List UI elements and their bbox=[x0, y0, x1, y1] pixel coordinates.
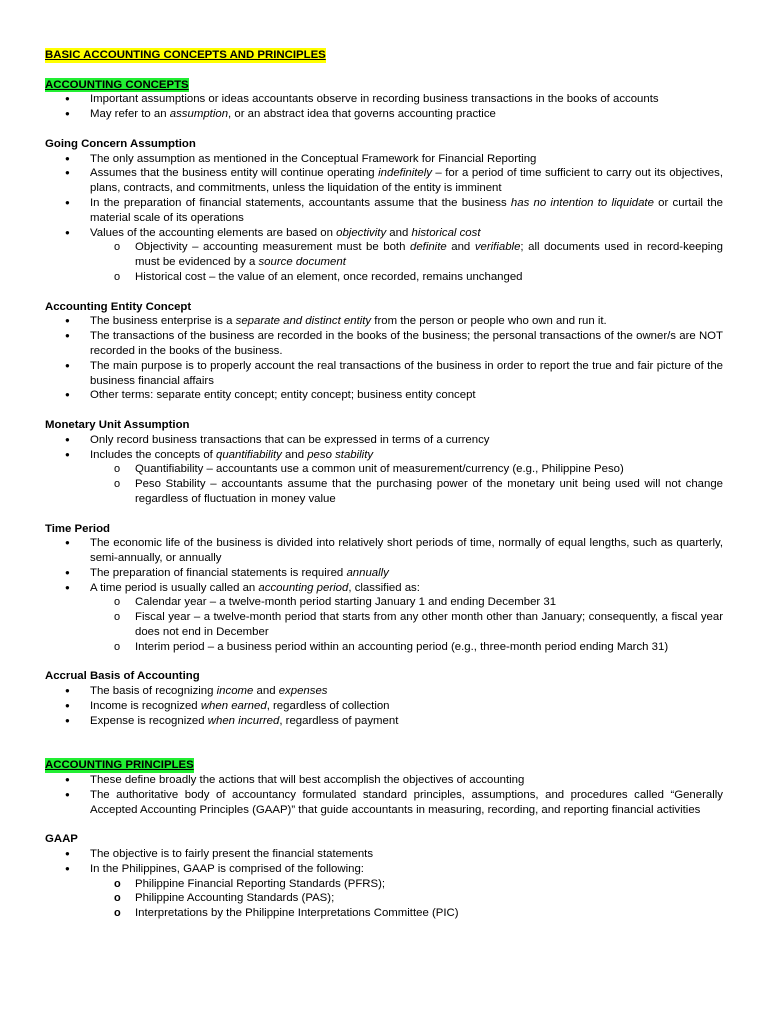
list-item: ● The transactions of the business are recorded in the books of the business; the personal transactions of the owner/s are NOT recorded in the books of the business. bbox=[45, 329, 723, 359]
list-item: ● These define broadly the actions that will best accomplish the objectives of accounting bbox=[45, 773, 723, 788]
list-item: ● In the preparation of financial statements, accountants assume that the business has no intention to liquidate or curtail the material scale of its operations bbox=[45, 196, 723, 226]
time-period-list bbox=[45, 536, 723, 595]
list-item: o Fiscal year – a twelve-month period that starts from any other month other than January; consequently, a fiscal year does not end in December bbox=[45, 610, 723, 640]
list-item: ● Includes the concepts of quantifiability and peso stability bbox=[45, 448, 723, 463]
list-item: ● The authoritative body of accountancy formulated standard principles, assumptions, and procedures called “Generally Accepted Accounting Principles (GAAP)” that guide accountants in measuring, recording, and reporting financial activities bbox=[45, 788, 723, 818]
list-item: ● The economic life of the business is divided into relatively short periods of time, normally of equal lengths, such as quarterly, semi-annually, or annually bbox=[45, 536, 723, 566]
gaap-sublist bbox=[45, 877, 723, 921]
going-concern-heading: Going Concern Assumption bbox=[45, 137, 196, 150]
list-item: o Objectivity – accounting measurement must be both definite and verifiable; all documents used in record-keeping must be evidenced by a source document bbox=[45, 240, 723, 270]
list-item: ● The basis of recognizing income and expenses bbox=[45, 684, 723, 699]
entity-concept-heading: Accounting Entity Concept bbox=[45, 300, 192, 313]
time-period-sublist bbox=[45, 595, 723, 654]
list-item: ● Expense is recognized when incurred, regardless of payment bbox=[45, 714, 723, 729]
list-item: o Interpretations by the Philippine Interpretations Committee (PIC) bbox=[45, 906, 723, 921]
monetary-unit-list bbox=[45, 433, 723, 463]
document-title: BASIC ACCOUNTING CONCEPTS AND PRINCIPLES bbox=[45, 49, 326, 61]
list-item: o Peso Stability – accountants assume that the purchasing power of the monetary unit being used will not change regardless of fluctuation in money value bbox=[45, 477, 723, 507]
entity-concept-list bbox=[45, 314, 723, 403]
list-item: ● A time period is usually called an accounting period, classified as: bbox=[45, 581, 723, 596]
list-item: ● Only record business transactions that can be expressed in terms of a currency bbox=[45, 433, 723, 448]
list-item: o Calendar year – a twelve-month period starting January 1 and ending December 31 bbox=[45, 595, 723, 610]
list-item: ● The preparation of financial statements is required annually bbox=[45, 566, 723, 581]
accounting-principles-heading: ACCOUNTING PRINCIPLES bbox=[45, 759, 194, 772]
list-item: ● Assumes that the business entity will continue operating indefinitely – for a period of time sufficient to carry out its objectives, plans, contracts, and commitments, unless the liquidation of the entity is imminent bbox=[45, 166, 723, 196]
list-item: o Historical cost – the value of an element, once recorded, remains unchanged bbox=[45, 270, 723, 285]
accrual-basis-list bbox=[45, 684, 723, 728]
list-item: ● Values of the accounting elements are based on objectivity and historical cost bbox=[45, 226, 723, 241]
list-item: o Interim period – a business period within an accounting period (e.g., three-month period ending March 31) bbox=[45, 640, 723, 655]
list-item: ● May refer to an assumption, or an abstract idea that governs accounting practice bbox=[45, 107, 723, 122]
accounting-principles-list bbox=[45, 773, 723, 817]
list-item: ● Important assumptions or ideas accountants observe in recording business transactions in the books of accounts bbox=[45, 92, 723, 107]
accrual-basis-heading: Accrual Basis of Accounting bbox=[45, 670, 200, 683]
list-item: ● The objective is to fairly present the financial statements bbox=[45, 847, 723, 862]
list-item: ● Other terms: separate entity concept; entity concept; business entity concept bbox=[45, 388, 723, 403]
monetary-unit-heading: Monetary Unit Assumption bbox=[45, 418, 190, 431]
accounting-concepts-list bbox=[45, 92, 723, 122]
list-item: o Philippine Financial Reporting Standards (PFRS); bbox=[45, 877, 723, 892]
list-item: ● The only assumption as mentioned in the Conceptual Framework for Financial Reporting bbox=[45, 152, 723, 167]
document-page bbox=[45, 48, 723, 921]
gaap-list bbox=[45, 847, 723, 877]
gaap-heading: GAAP bbox=[45, 833, 78, 846]
going-concern-list bbox=[45, 152, 723, 241]
going-concern-sublist bbox=[45, 240, 723, 284]
list-item: ● In the Philippines, GAAP is comprised of the following: bbox=[45, 862, 723, 877]
list-item: o Philippine Accounting Standards (PAS); bbox=[45, 891, 723, 906]
time-period-heading: Time Period bbox=[45, 522, 110, 535]
accounting-concepts-heading: ACCOUNTING CONCEPTS bbox=[45, 78, 189, 91]
list-item: ● The main purpose is to properly account the real transactions of the business in order to report the true and fair picture of the business financial affairs bbox=[45, 359, 723, 389]
list-item: ● Income is recognized when earned, regardless of collection bbox=[45, 699, 723, 714]
list-item: ● The business enterprise is a separate and distinct entity from the person or people who own and run it. bbox=[45, 314, 723, 329]
monetary-unit-sublist bbox=[45, 462, 723, 506]
list-item: o Quantifiability – accountants use a common unit of measurement/currency (e.g., Philippine Peso) bbox=[45, 462, 723, 477]
